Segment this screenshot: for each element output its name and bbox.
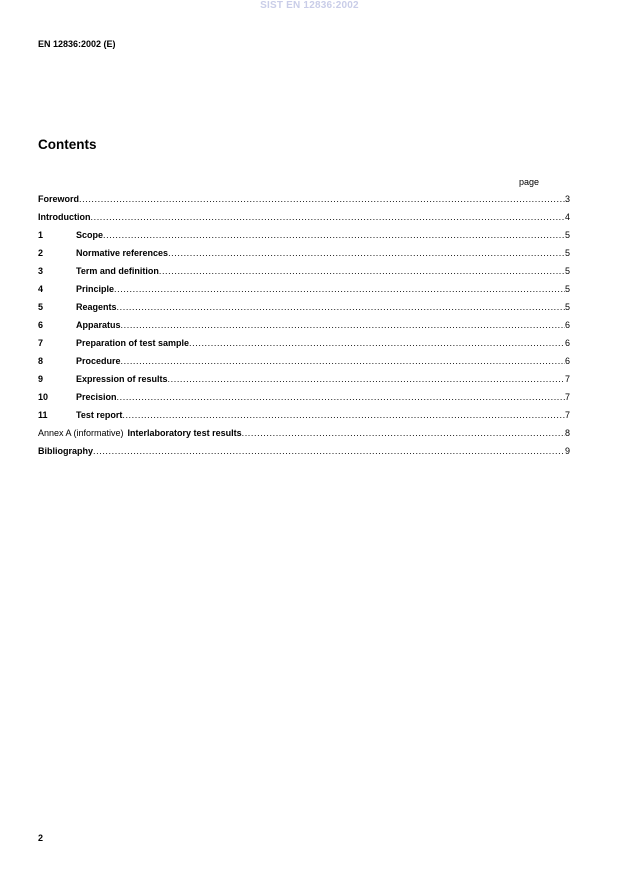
toc-entry-title: Term and definition [76, 266, 159, 276]
toc-dot-leader [117, 302, 565, 313]
toc-entry-number: 1 [38, 230, 44, 240]
toc-entry-number: 2 [38, 248, 44, 258]
table-of-contents [38, 194, 570, 464]
toc-entry[interactable] [38, 428, 570, 446]
toc-dot-leader [93, 446, 565, 457]
toc-entry-page: 3 [564, 194, 570, 204]
toc-dot-leader [91, 212, 565, 223]
page-number: 2 [38, 833, 44, 843]
toc-entry[interactable] [38, 302, 570, 320]
toc-entry-page: 7 [564, 410, 570, 420]
toc-entry-page: 5 [564, 284, 570, 294]
toc-entry-number: 9 [38, 374, 44, 384]
page-column-label: page [519, 177, 540, 187]
toc-entry-title: Principle [76, 284, 115, 294]
toc-entry-page: 6 [564, 320, 570, 330]
toc-dot-leader [242, 428, 565, 439]
toc-entry[interactable] [38, 392, 570, 410]
toc-dot-leader [79, 194, 565, 205]
toc-dot-leader [159, 266, 565, 277]
toc-entry-title: Precision [76, 392, 117, 402]
toc-entry-title: Test report [76, 410, 123, 420]
toc-entry[interactable] [38, 248, 570, 266]
toc-entry-page: 7 [564, 374, 570, 384]
toc-entry[interactable] [38, 266, 570, 284]
toc-dot-leader [189, 338, 565, 349]
toc-dot-leader [103, 230, 565, 241]
toc-entry[interactable] [38, 230, 570, 248]
toc-entry[interactable] [38, 212, 570, 230]
toc-entry[interactable] [38, 374, 570, 392]
toc-entry-page: 5 [564, 230, 570, 240]
toc-entry[interactable] [38, 284, 570, 302]
toc-entry-page: 8 [564, 428, 570, 438]
toc-dot-leader [168, 248, 565, 259]
toc-entry-page: 9 [564, 446, 570, 456]
toc-entry[interactable] [38, 194, 570, 212]
toc-entry-number: 4 [38, 284, 44, 294]
toc-entry-number: 6 [38, 320, 44, 330]
toc-dot-leader [114, 284, 565, 295]
toc-entry-prefix: Annex A (informative) [38, 428, 124, 438]
toc-entry-title: Introduction [38, 212, 91, 222]
toc-entry-title: Foreword [38, 194, 80, 204]
toc-dot-leader [121, 356, 565, 367]
toc-entry-number: 3 [38, 266, 44, 276]
toc-entry-page: 4 [564, 212, 570, 222]
document-identifier: EN 12836:2002 (E) [38, 39, 116, 49]
toc-entry-number: 11 [38, 410, 48, 420]
toc-entry-number: 10 [38, 392, 49, 402]
toc-entry-page: 5 [564, 248, 570, 258]
toc-entry[interactable] [38, 320, 570, 338]
toc-entry-title: Reagents [76, 302, 117, 312]
toc-entry-page: 6 [564, 356, 570, 366]
toc-entry-page: 5 [564, 266, 570, 276]
toc-entry-page: 6 [564, 338, 570, 348]
toc-entry-title: Scope [76, 230, 104, 240]
toc-entry[interactable] [38, 410, 570, 428]
toc-dot-leader [121, 320, 565, 331]
toc-entry-page: 5 [564, 302, 570, 312]
toc-entry[interactable] [38, 446, 570, 464]
toc-entry-number: 8 [38, 356, 44, 366]
watermark-text: SIST EN 12836:2002 [260, 0, 359, 11]
toc-entry-title: Normative references [76, 248, 169, 258]
toc-dot-leader [117, 392, 565, 403]
toc-dot-leader [168, 374, 565, 385]
toc-entry-title: Bibliography [38, 446, 94, 456]
contents-heading: Contents [38, 137, 97, 152]
toc-dot-leader [122, 410, 565, 421]
toc-entry[interactable] [38, 338, 570, 356]
toc-entry-page: 7 [564, 392, 570, 402]
toc-entry-title: Apparatus [76, 320, 121, 330]
toc-entry-title: Procedure [76, 356, 121, 366]
toc-entry-number: 7 [38, 338, 44, 348]
toc-entry-title: Preparation of test sample [76, 338, 190, 348]
toc-entry-number: 5 [38, 302, 44, 312]
toc-entry-title: Expression of results [76, 374, 168, 384]
toc-entry-title: Interlaboratory test results [127, 428, 242, 438]
toc-entry[interactable] [38, 356, 570, 374]
